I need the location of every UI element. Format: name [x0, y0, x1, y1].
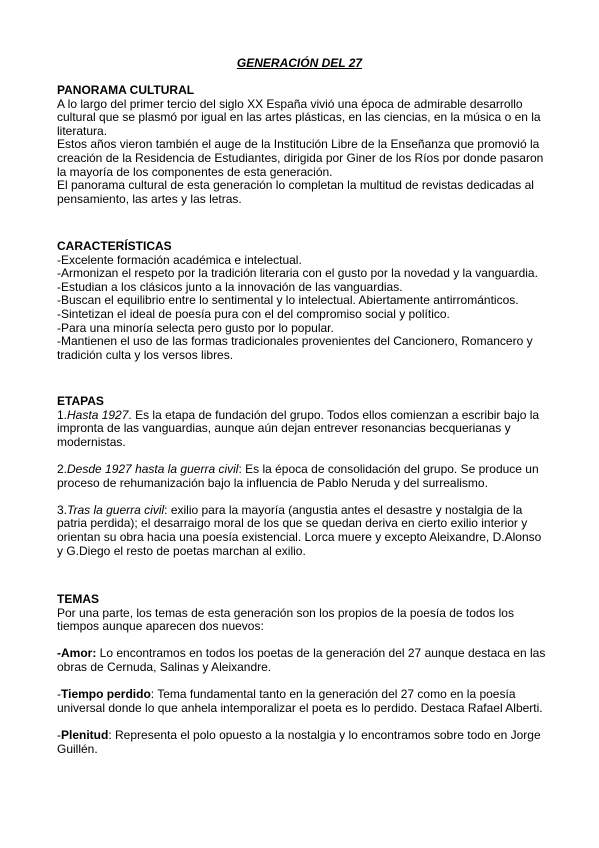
spacer: [57, 449, 547, 463]
list-item: -Buscan el equilibrio entre lo sentimental y lo intelectual. Abiertamente antirrománticos.: [57, 293, 519, 308]
etapa-1: [57, 409, 547, 450]
tema-title: Tiempo perdido: [61, 687, 151, 702]
list-item: -Excelente formación académica e intelectual.: [57, 252, 302, 267]
paragraph: Por una parte, los temas de esta generación son los propios de la poesía de todos los tiempos aunque aparecen dos nuevos:: [57, 605, 514, 634]
etapa-text: : exilio para la mayoría (angustia antes el desastre y nostalgia de la patria perdida); el desarraigo moral de los que se quedan deriva en cierto exilio interior y orientan su obra hacia una poesía existencial. Lorca muere y excepto Aleixandre, D.Alonso y G.Diego el resto de poetas marchan al exilio.: [57, 502, 542, 558]
spacer: [57, 634, 547, 648]
section-heading-etapas: ETAPAS: [57, 394, 104, 408]
list-item: -Estudian a los clásicos junto a la innovación de las vanguardias.: [57, 279, 403, 294]
list-item: -Armonizan el respeto por la tradición literaria con el gusto por la novedad y la vanguardia.: [57, 266, 538, 281]
list-item: -Para una minoría selecta pero gusto por lo popular.: [57, 320, 334, 335]
etapa-title: Desde 1927 hasta la guerra civil: [67, 461, 239, 476]
paragraph: El panorama cultural de esta generación lo completan la multitud de revistas dedicadas al pensamiento, las artes y las letras.: [57, 178, 534, 206]
tema-text: : Representa el polo opuesto a la nostalgia y lo encontramos sobre todo en Jorge Guillén.: [57, 727, 541, 756]
tema-title: Plenitud: [61, 727, 109, 742]
etapa-title: Hasta 1927: [67, 407, 129, 422]
list-item: -Sintetizan el ideal de poesía pura con el del compromiso social y político.: [57, 306, 450, 321]
document-title: GENERACIÓN DEL 27: [236, 56, 363, 70]
tema-dash: -: [57, 687, 61, 702]
etapa-3: [57, 504, 547, 558]
spacer: [57, 490, 547, 504]
etapa-2: [57, 463, 547, 490]
section-heading-caracteristicas: CARACTERÍSTICAS: [57, 239, 172, 253]
etapa-number: 2.: [57, 461, 68, 476]
section-panorama-cultural: [57, 84, 547, 206]
etapa-text: . Es la etapa de fundación del grupo. Todos ellos comienzan a escribir bajo la impronta de las vanguardias, aunque aún dejan entrever resonancias becquerianas y modernistas.: [57, 407, 540, 449]
section-caracteristicas: [57, 240, 547, 362]
paragraph: Estos años vieron también el auge de la Institución Libre de la Enseñanza que promovió la creación de la Residencia de Estudiantes, dirigida por Giner de los Ríos por donde pasaron la mayoría de los componentes de esta generación.: [57, 137, 544, 179]
etapa-title: Tras la guerra civil: [67, 502, 165, 517]
tema-amor: [57, 647, 547, 674]
etapa-number: 3.: [57, 502, 68, 517]
paragraph: A lo largo del primer tercio del siglo XX España vivió una época de admirable desarrollo cultural que se plasmó por igual en las artes plásticas, en las ciencias, en la música o en la literatura.: [57, 96, 541, 138]
etapa-number: 1.: [57, 407, 68, 422]
tema-dash: -: [57, 727, 61, 742]
tema-title: Amor:: [61, 646, 97, 661]
tema-dash: -: [57, 646, 61, 661]
section-temas: [57, 593, 547, 756]
tema-plenitud: [57, 729, 547, 756]
tema-text: Lo encontramos en todos los poetas de la generación del 27 aunque destaca en las obras de Cernuda, Salinas y Aleixandre.: [57, 646, 546, 674]
etapa-text: : Es la época de consolidación del grupo. Se produce un proceso de rehumanización bajo la influencia de Pablo Neruda y del surrealismo.: [57, 461, 539, 490]
spacer: [57, 715, 547, 729]
section-heading-panorama: PANORAMA CULTURAL: [57, 83, 195, 97]
list-item: -Mantienen el uso de las formas tradicionales provenientes del Cancionero, Romancero y tradición culta y los versos libres.: [57, 334, 533, 362]
section-etapas: [57, 395, 547, 558]
tema-tiempo-perdido: [57, 688, 547, 715]
spacer: [57, 675, 547, 689]
tema-text: : Tema fundamental tanto en la generación del 27 como en la poesía universal donde lo que anhela intemporalizar el poeta es lo perdido. Destaca Rafael Alberti.: [57, 687, 543, 715]
section-heading-temas: TEMAS: [57, 592, 99, 606]
